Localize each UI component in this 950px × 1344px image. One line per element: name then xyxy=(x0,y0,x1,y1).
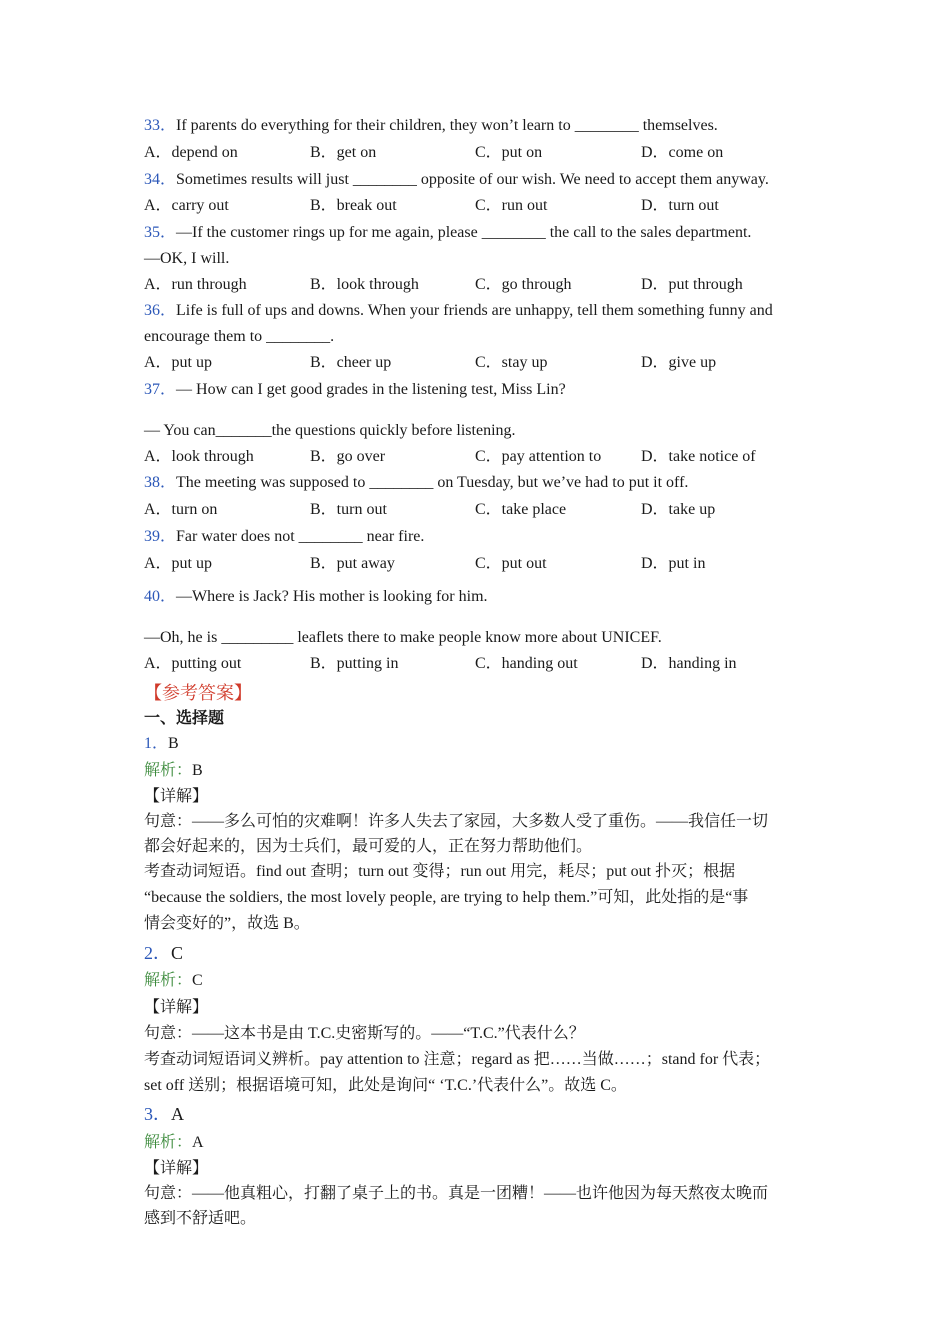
option-d[interactable]: D．come on xyxy=(641,144,724,161)
question-stem: The meeting was supposed to ________ on Tuesday, but we’ve had to put it off. xyxy=(176,474,689,491)
option-c[interactable]: C．run out xyxy=(475,197,548,214)
question-number: 38． xyxy=(144,474,177,491)
question-stem: Sometimes results will just ________ opposite of our wish. We need to accept them anyway. xyxy=(176,171,769,188)
question-stem: If parents do everything for their children, they won’t learn to ________ themselves. xyxy=(176,117,718,134)
question-stem: — How can I get good grades in the listening test, Miss Lin? xyxy=(176,381,566,398)
answer-letter: C xyxy=(171,943,184,963)
option-b[interactable]: B．break out xyxy=(310,197,397,214)
answer-letter: A xyxy=(171,1104,184,1124)
question-36-line-2: encourage them to ________. xyxy=(144,328,335,345)
question-stem: Life is full of ups and downs. When your friends are unhappy, tell them something funny and xyxy=(176,302,773,319)
answer-2 xyxy=(144,942,820,964)
detail-line: 都会好起来的，因为士兵们，最可爱的人，正在努力帮助他们。 xyxy=(144,838,593,855)
option-d[interactable]: D．put through xyxy=(641,276,743,293)
detail-label: 【详解】 xyxy=(144,788,209,805)
option-d[interactable]: D．take notice of xyxy=(641,448,756,465)
option-d[interactable]: D．give up xyxy=(641,354,717,371)
option-a[interactable]: A．put up xyxy=(144,354,213,371)
question-stem: —If the customer rings up for me again, please ________ the call to the sales department. xyxy=(176,224,752,241)
option-b[interactable]: B．turn out xyxy=(310,501,387,518)
question-35-line-2: —OK, I will. xyxy=(144,250,230,267)
option-c[interactable]: C．go through xyxy=(475,276,572,293)
option-c[interactable]: C．pay attention to xyxy=(475,448,602,465)
detail-line: 感到不舒适吧。 xyxy=(144,1210,257,1227)
analysis-3 xyxy=(144,1133,820,1153)
option-d[interactable]: D．handing in xyxy=(641,655,737,672)
detail-line: 句意：——多么可怕的灾难啊！许多人失去了家园，大多数人受了重伤。——我信任一切 xyxy=(144,813,769,830)
option-b[interactable]: B．put away xyxy=(310,555,395,572)
analysis-value: B xyxy=(192,762,203,779)
option-a[interactable]: A．carry out xyxy=(144,197,229,214)
option-c[interactable]: C．put on xyxy=(475,144,543,161)
answer-1 xyxy=(144,734,820,754)
option-b[interactable]: B．putting in xyxy=(310,655,399,672)
question-37 xyxy=(144,380,820,400)
question-34 xyxy=(144,170,820,190)
question-33 xyxy=(144,116,820,136)
question-35 xyxy=(144,223,820,243)
question-38 xyxy=(144,473,820,493)
detail-line: 情会变好的”，故选 B。 xyxy=(144,915,310,932)
answer-letter: B xyxy=(168,735,179,752)
option-b[interactable]: B．go over xyxy=(310,448,386,465)
option-b[interactable]: B．cheer up xyxy=(310,354,392,371)
answer-number: 3． xyxy=(144,1104,171,1124)
analysis-label: 解析： xyxy=(144,1134,193,1151)
answer-number: 2． xyxy=(144,943,171,963)
question-40 xyxy=(144,587,820,607)
question-37-line-2: — You can_______the questions quickly before listening. xyxy=(144,422,516,439)
option-a[interactable]: A．depend on xyxy=(144,144,238,161)
option-c[interactable]: C．handing out xyxy=(475,655,578,672)
analysis-value: A xyxy=(192,1134,204,1151)
option-a[interactable]: A．putting out xyxy=(144,655,242,672)
option-c[interactable]: C．stay up xyxy=(475,354,548,371)
question-number: 39． xyxy=(144,528,177,545)
detail-label: 【详解】 xyxy=(144,1160,209,1177)
question-number: 33． xyxy=(144,117,177,134)
option-d[interactable]: D．take up xyxy=(641,501,716,518)
option-a[interactable]: A．run through xyxy=(144,276,247,293)
question-stem: Far water does not ________ near fire. xyxy=(176,528,425,545)
analysis-1 xyxy=(144,761,820,781)
detail-line: “because the soldiers, the most lovely people, are trying to help them.”可知，此处指的是“事 xyxy=(144,889,749,906)
analysis-value: C xyxy=(192,972,203,989)
analysis-label: 解析： xyxy=(144,762,193,779)
option-c[interactable]: C．take place xyxy=(475,501,567,518)
detail-label: 【详解】 xyxy=(144,999,209,1016)
answer-3 xyxy=(144,1103,820,1125)
option-a[interactable]: A．put up xyxy=(144,555,213,572)
question-39 xyxy=(144,527,820,547)
detail-line: set off 送别；根据语境可知，此处是询问“ ‘T.C.’代表什么”。故选 C。 xyxy=(144,1077,627,1094)
answer-header: 【参考答案】 xyxy=(144,683,252,703)
analysis-label: 解析： xyxy=(144,972,193,989)
option-b[interactable]: B．look through xyxy=(310,276,419,293)
option-a[interactable]: A．turn on xyxy=(144,501,218,518)
section-title: 一、选择题 xyxy=(144,710,225,727)
option-d[interactable]: D．put in xyxy=(641,555,706,572)
answer-number: 1． xyxy=(144,735,169,752)
question-40-line-2: —Oh, he is _________ leaflets there to make people know more about UNICEF. xyxy=(144,629,662,646)
detail-line: 考查动词短语词义辨析。pay attention to 注意；regard as 把……当做……；stand for 代表； xyxy=(144,1051,771,1068)
option-b[interactable]: B．get on xyxy=(310,144,377,161)
question-number: 36． xyxy=(144,302,177,319)
question-stem: —Where is Jack? His mother is looking for him. xyxy=(176,588,488,605)
question-number: 34． xyxy=(144,171,177,188)
question-number: 40． xyxy=(144,588,177,605)
option-d[interactable]: D．turn out xyxy=(641,197,719,214)
detail-line: 句意：——这本书是由 T.C.史密斯写的。——“T.C.”代表什么？ xyxy=(144,1025,585,1042)
question-36 xyxy=(144,301,820,321)
option-c[interactable]: C．put out xyxy=(475,555,547,572)
detail-line: 句意：——他真粗心，打翻了桌子上的书。真是一团糟！——也许他因为每天熬夜太晚而 xyxy=(144,1185,769,1202)
analysis-2 xyxy=(144,971,820,991)
detail-line: 考查动词短语。find out 查明；turn out 变得；run out 用完，耗尽；put out 扑灭；根据 xyxy=(144,863,736,880)
option-a[interactable]: A．look through xyxy=(144,448,254,465)
question-number: 37． xyxy=(144,381,177,398)
question-number: 35． xyxy=(144,224,177,241)
